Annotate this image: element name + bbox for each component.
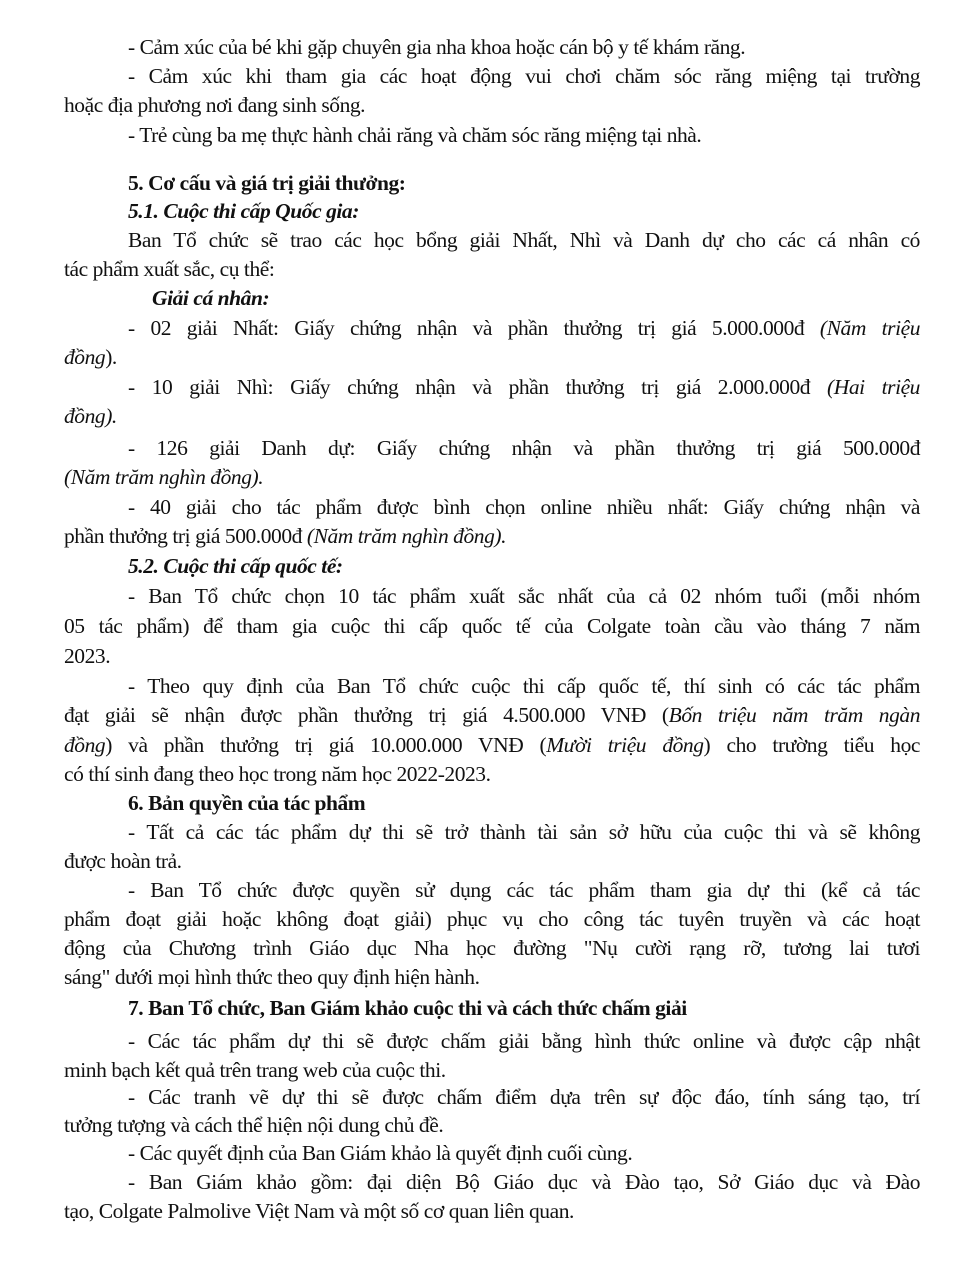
intl-reward-words-cont: đồng xyxy=(64,733,106,757)
prize-first-line1 xyxy=(128,314,920,343)
individual-prizes-heading: Giải cá nhân: xyxy=(152,286,270,310)
copyright-usage-line3: động của Chương trình Giáo dục Nha học đường "Nụ cười rạng rỡ, tương lai tươi xyxy=(64,936,920,960)
section5-1-intro-line1: Ban Tổ chức sẽ trao các học bổng giải Nhất, Nhì và Danh dự cho các cá nhân có xyxy=(128,228,920,252)
section7-heading: 7. Ban Tổ chức, Ban Giám khảo cuộc thi và cách thức chấm giải xyxy=(128,996,687,1020)
prize-honor-line1: - 126 giải Danh dự: Giấy chứng nhận và phần thưởng trị giá 500.000đ xyxy=(128,436,920,460)
prize-online-vote-text: phần thưởng trị giá 500.000đ xyxy=(64,524,307,548)
bullet-emotion-dentist: - Cảm xúc của bé khi gặp chuyên gia nha khoa hoặc cán bộ y tế khám răng. xyxy=(128,35,746,59)
judging-criteria-line2: tưởng tượng và cách thể hiện nội dung chủ đề. xyxy=(64,1113,444,1137)
judging-panel-line1: - Ban Giám khảo gồm: đại diện Bộ Giáo dục và Đào tạo, Sở Giáo dục và Đào xyxy=(128,1170,920,1194)
judging-online-line1: - Các tác phẩm dự thi sẽ được chấm giải bằng hình thức online và được cập nhật xyxy=(128,1029,920,1053)
intl-reward-line2 xyxy=(64,701,920,730)
prize-online-vote-line1: - 40 giải cho tác phẩm được bình chọn online nhiều nhất: Giấy chứng nhận và xyxy=(128,495,920,519)
prize-second-line2: đồng). xyxy=(64,404,117,428)
prize-first-end: ). xyxy=(105,345,117,369)
prize-first-line2 xyxy=(64,343,920,372)
section6-heading: 6. Bản quyền của tác phẩm xyxy=(128,791,366,815)
section5-heading: 5. Cơ cấu và giá trị giải thưởng: xyxy=(128,171,406,195)
intl-school-reward-end: ) cho trường tiểu học xyxy=(703,733,920,757)
judging-final-decision: - Các quyết định của Ban Giám khảo là quyết định cuối cùng. xyxy=(128,1141,633,1165)
prize-online-vote-words: (Năm trăm nghìn đồng). xyxy=(306,524,507,548)
prize-second-words: (Hai triệu xyxy=(827,375,920,399)
copyright-ownership-line2: được hoàn trả. xyxy=(64,849,182,873)
section5-1-intro-line2: tác phẩm xuất sắc, cụ thể: xyxy=(64,257,275,281)
prize-first-words: (Năm triệu xyxy=(819,316,920,340)
copyright-usage-line1: - Ban Tổ chức được quyền sử dụng các tác phẩm tham gia dự thi (kể cả tác xyxy=(128,878,920,902)
intl-reward-words: Bốn triệu năm trăm ngàn xyxy=(668,703,920,727)
prize-first-words-cont: đồng xyxy=(64,345,106,369)
prize-second-line1 xyxy=(128,373,920,402)
copyright-usage-line2: phẩm đoạt giải hoặc không đoạt giải) phục vụ cho công tác tuyên truyền và các hoạt xyxy=(64,907,920,931)
intl-reward-line1: - Theo quy định của Ban Tổ chức cuộc thi cấp quốc tế, thí sinh có các tác phẩm xyxy=(128,674,920,698)
prize-second-text: - 10 giải Nhì: Giấy chứng nhận và phần thưởng trị giá 2.000.000đ xyxy=(128,375,828,399)
intl-selection-line1: - Ban Tổ chức chọn 10 tác phẩm xuất sắc nhất của cả 02 nhóm tuổi (mỗi nhóm xyxy=(128,584,920,608)
bullet-emotion-activities-line2: hoặc địa phương nơi đang sinh sống. xyxy=(64,93,366,117)
intl-reward-line3 xyxy=(64,731,920,760)
bullet-emotion-activities-line1: - Cảm xúc khi tham gia các hoạt động vui chơi chăm sóc răng miệng tại trường xyxy=(128,64,920,88)
prize-online-vote-line2 xyxy=(64,522,920,551)
intl-school-reward-words: Mười triệu đồng xyxy=(546,733,704,757)
prize-first-text: - 02 giải Nhất: Giấy chứng nhận và phần thưởng trị giá 5.000.000đ xyxy=(128,316,820,340)
judging-panel-line2: tạo, Colgate Palmolive Việt Nam và một số cơ quan liên quan. xyxy=(64,1199,574,1223)
copyright-usage-line4: sáng" dưới mọi hình thức theo quy định hiện hành. xyxy=(64,965,480,989)
prize-honor-line2: (Năm trăm nghìn đồng). xyxy=(64,465,264,489)
intl-school-reward-text: ) và phần thưởng trị giá 10.000.000 VNĐ ( xyxy=(105,733,547,757)
intl-selection-line2: 05 tác phẩm) để tham gia cuộc thi cấp quốc tế của Colgate toàn cầu vào tháng 7 năm xyxy=(64,614,920,638)
intl-selection-line3: 2023. xyxy=(64,644,111,668)
bullet-brushing-at-home: - Trẻ cùng ba mẹ thực hành chải răng và chăm sóc răng miệng tại nhà. xyxy=(128,123,702,147)
section5-1-heading: 5.1. Cuộc thi cấp Quốc gia: xyxy=(128,199,359,223)
intl-reward-text: đạt giải sẽ nhận được phần thưởng trị giá 4.500.000 VNĐ ( xyxy=(64,703,669,727)
intl-reward-line4: có thí sinh đang theo học trong năm học 2022-2023. xyxy=(64,762,491,786)
copyright-ownership-line1: - Tất cả các tác phẩm dự thi sẽ trở thành tài sản sở hữu của cuộc thi và sẽ không xyxy=(128,820,920,844)
section5-2-heading: 5.2. Cuộc thi cấp quốc tế: xyxy=(128,554,343,578)
judging-online-line2: minh bạch kết quả trên trang web của cuộc thi. xyxy=(64,1058,446,1082)
judging-criteria-line1: - Các tranh vẽ dự thi sẽ được chấm điểm dựa trên sự độc đáo, tính sáng tạo, trí xyxy=(128,1085,920,1109)
